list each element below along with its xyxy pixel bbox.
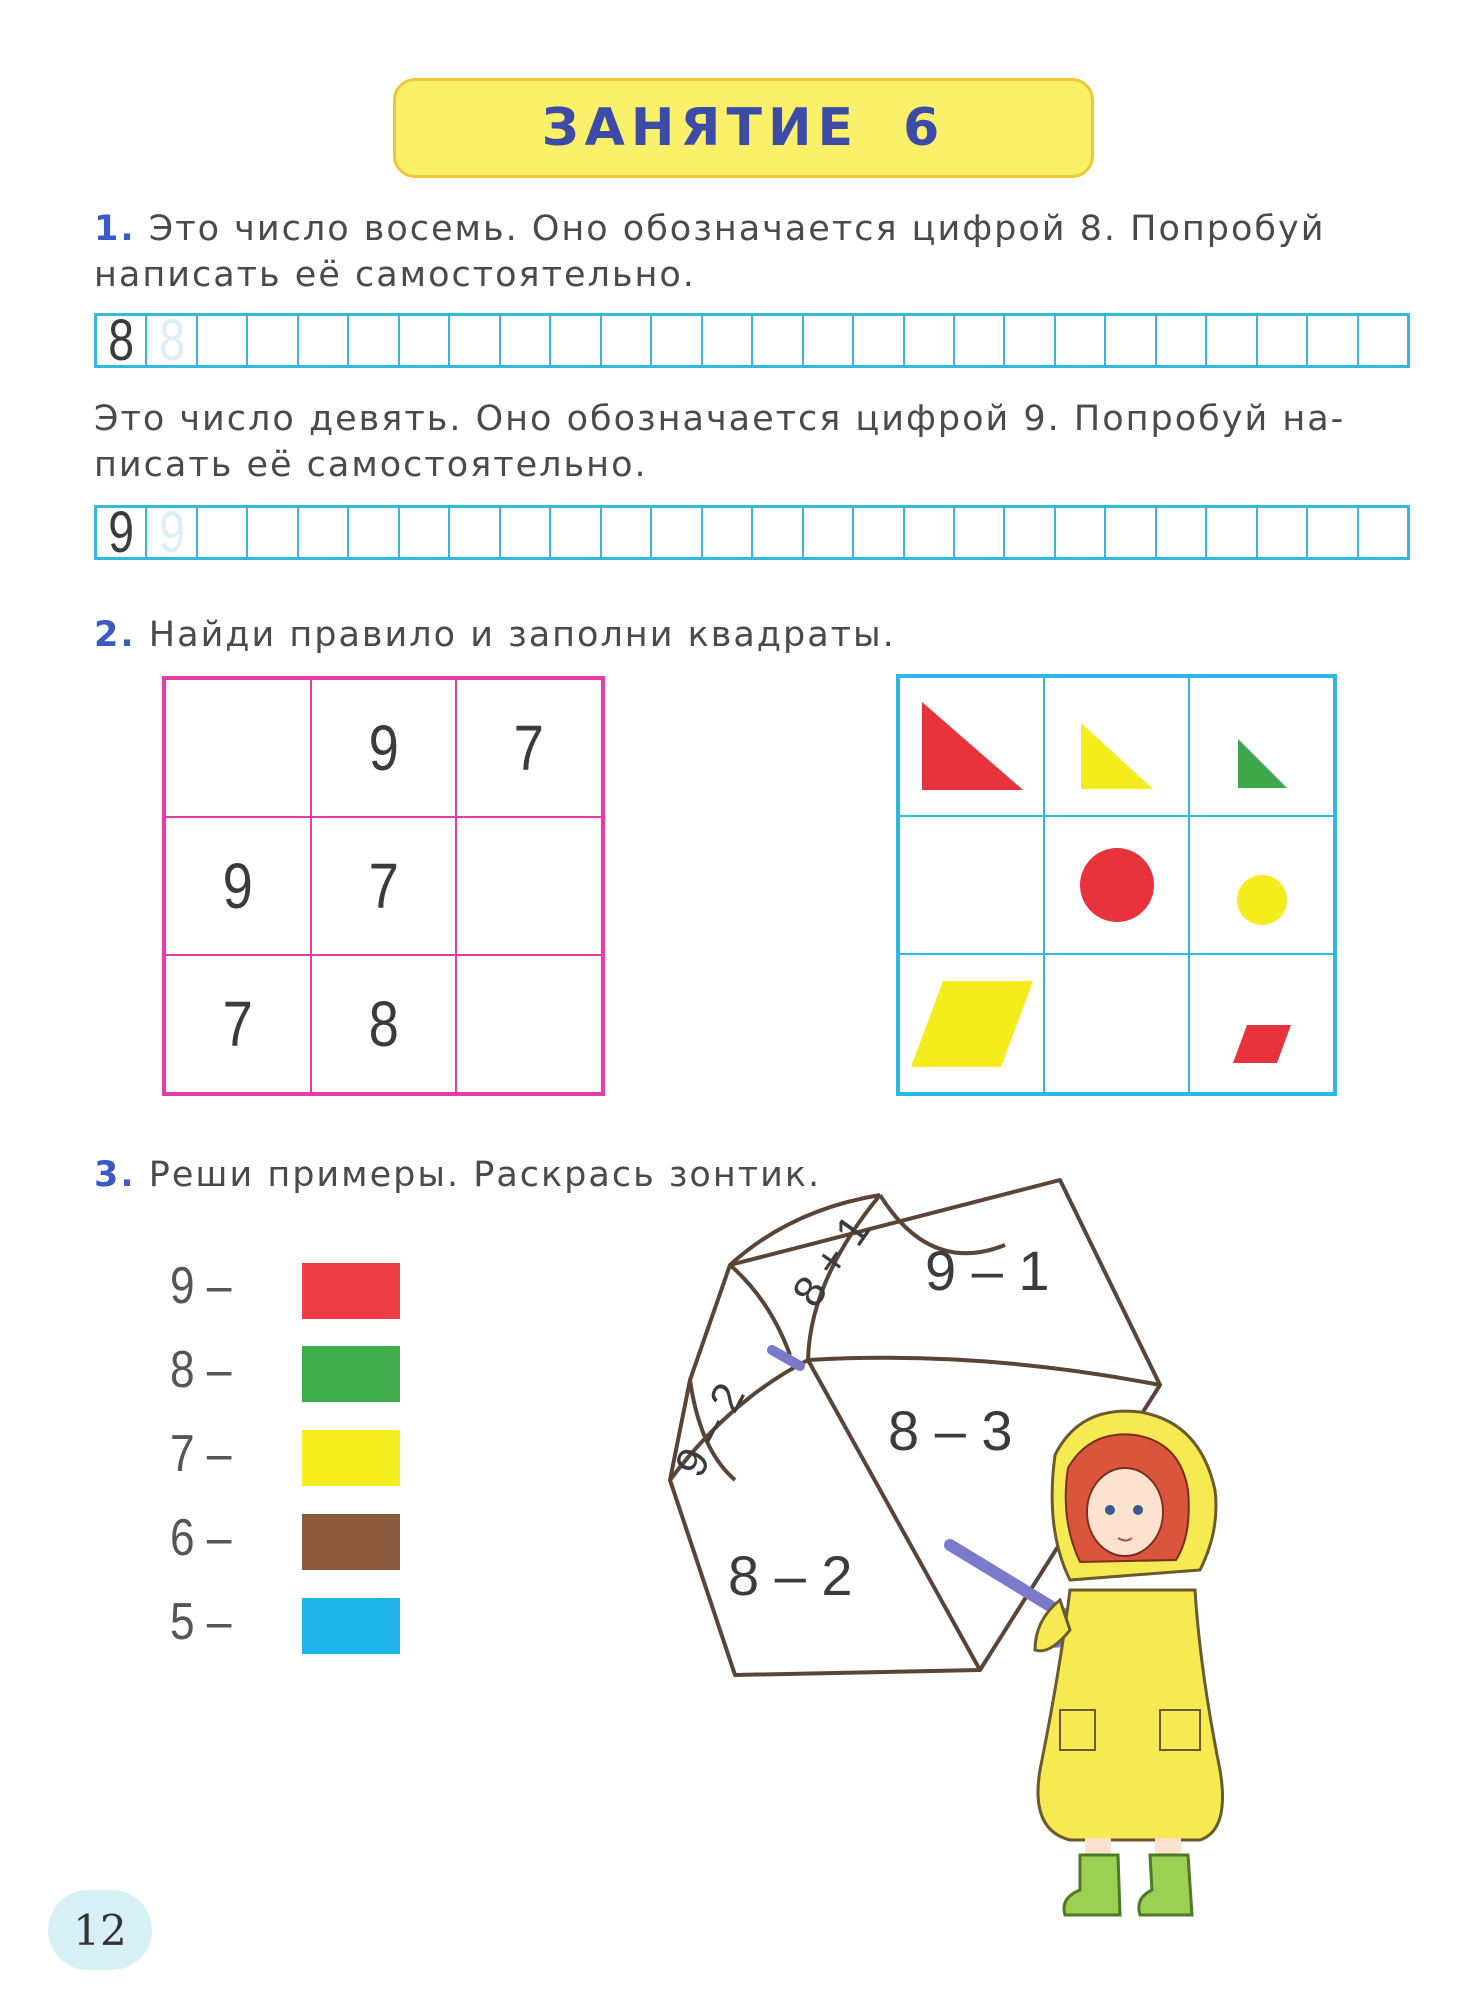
strip-cell[interactable]: [1157, 316, 1207, 365]
shape-grid-cell[interactable]: [1189, 677, 1334, 816]
legend-swatch-green[interactable]: [302, 1346, 400, 1402]
small-yellow-circle-icon: [1236, 874, 1288, 926]
task1-text-eight-line2: написать её самостоятельно.: [94, 255, 696, 295]
strip-cell[interactable]: [248, 508, 298, 557]
number-grid-cell[interactable]: [311, 817, 457, 955]
umbrella-label-8-minus-3: 8 – 3: [888, 1399, 1013, 1462]
eight-sample-digit: 8: [108, 307, 135, 373]
task1-text-eight-line1: Это число восемь. Оно обозначается цифрой 8. Попробуй: [148, 209, 1326, 249]
page-number: 12: [48, 1890, 152, 1970]
strip-cell[interactable]: [1157, 508, 1207, 557]
legend-swatch-brown[interactable]: [302, 1514, 400, 1570]
strip-cell[interactable]: [905, 508, 955, 557]
task1-text-nine-line1: Это число девять. Оно обозначается цифрой 9. Попробуй на-: [94, 399, 1346, 439]
eight-strip-cell-trace[interactable]: [147, 307, 197, 373]
grid-number: 9: [222, 850, 253, 922]
legend-swatch-yellow[interactable]: [302, 1430, 400, 1486]
strip-cell[interactable]: [1005, 508, 1055, 557]
lesson-title: ЗАНЯТИЕ 6: [541, 98, 946, 158]
strip-cell[interactable]: [1359, 508, 1407, 557]
strip-cell[interactable]: [804, 316, 854, 365]
task2-text: Найди правило и заполни квадраты.: [148, 615, 896, 655]
strip-cell[interactable]: [1056, 508, 1106, 557]
legend-label: 7 –: [170, 1425, 232, 1483]
strip-cell[interactable]: [753, 508, 803, 557]
strip-cell[interactable]: [602, 316, 652, 365]
strip-cell[interactable]: [501, 508, 551, 557]
umbrella-label-8-minus-2: 8 – 2: [728, 1544, 853, 1607]
umbrella-label-9-minus-2: 9 – 2: [665, 1375, 755, 1485]
number-grid-cell[interactable]: [165, 817, 311, 955]
strip-cell[interactable]: [299, 508, 349, 557]
legend-swatch-red[interactable]: [302, 1263, 400, 1319]
small-red-parallelogram-icon: [1231, 1023, 1293, 1065]
umbrella-label-9-minus-1: 9 – 1: [925, 1239, 1050, 1302]
shape-grid-cell[interactable]: [1189, 954, 1334, 1093]
strip-cell[interactable]: [703, 508, 753, 557]
strip-cell[interactable]: [854, 508, 904, 557]
strip-cell[interactable]: [753, 316, 803, 365]
strip-cell[interactable]: [652, 508, 702, 557]
umbrella-illustration: [640, 1150, 1280, 1930]
shape-grid-cell[interactable]: [1044, 816, 1189, 955]
task1-number: 1.: [94, 209, 136, 249]
strip-cell[interactable]: [349, 316, 399, 365]
number-grid-cell[interactable]: [311, 955, 457, 1093]
nine-sample-digit: 9: [108, 499, 135, 565]
grid-number: 7: [222, 988, 253, 1060]
shape-grid-cell[interactable]: [899, 954, 1044, 1093]
large-red-triangle-icon: [917, 698, 1027, 794]
strip-cell[interactable]: [1005, 316, 1055, 365]
strip-cell[interactable]: [400, 508, 450, 557]
strip-cell[interactable]: [198, 316, 248, 365]
strip-cell[interactable]: [551, 316, 601, 365]
strip-cell[interactable]: [349, 508, 399, 557]
eight-strip-cell-sample: [97, 307, 147, 373]
strip-cell[interactable]: [1258, 316, 1308, 365]
task3-text: Реши примеры. Раскрась зонтик.: [148, 1155, 822, 1195]
strip-cell[interactable]: [955, 508, 1005, 557]
number-grid-cell[interactable]: [456, 955, 602, 1093]
strip-cell[interactable]: [1207, 316, 1257, 365]
number-grid-cell[interactable]: [456, 817, 602, 955]
strip-cell[interactable]: [450, 316, 500, 365]
legend-label: 5 –: [170, 1593, 232, 1651]
number-grid-cell[interactable]: [456, 679, 602, 817]
legend-label: 8 –: [170, 1341, 232, 1399]
umbrella-label-8-plus-1: 8 + 1: [783, 1206, 881, 1316]
medium-yellow-triangle-icon: [1077, 719, 1157, 791]
number-grid-cell[interactable]: [165, 955, 311, 1093]
strip-cell[interactable]: [1258, 508, 1308, 557]
shape-grid: [896, 674, 1337, 1096]
legend-label: 6 –: [170, 1509, 232, 1567]
strip-cell[interactable]: [652, 316, 702, 365]
task1-paragraph-nine: [94, 396, 1404, 488]
task1-text-nine-line2: писать её самостоятельно.: [94, 445, 648, 485]
lesson-title-banner: [393, 78, 1094, 178]
legend-swatch-blue[interactable]: [302, 1598, 400, 1654]
eight-trace-digit: 8: [158, 307, 185, 373]
strip-cell[interactable]: [1207, 508, 1257, 557]
large-red-circle-icon: [1079, 847, 1155, 923]
strip-cell[interactable]: [703, 316, 753, 365]
nine-writing-strip[interactable]: [94, 499, 1410, 565]
shape-grid-cell[interactable]: [1044, 677, 1189, 816]
shape-grid-cell[interactable]: [899, 677, 1044, 816]
strip-cell[interactable]: [804, 508, 854, 557]
strip-cell[interactable]: [299, 316, 349, 365]
grid-number: 7: [514, 712, 545, 784]
nine-strip-cell-trace[interactable]: [147, 499, 197, 565]
eight-writing-strip[interactable]: [94, 307, 1410, 373]
task3-number: 3.: [94, 1155, 136, 1195]
strip-cell[interactable]: [1359, 316, 1407, 365]
strip-cell[interactable]: [248, 316, 298, 365]
shape-grid-cell[interactable]: [1189, 816, 1334, 955]
strip-cell[interactable]: [955, 316, 1005, 365]
task2-heading: [94, 612, 1404, 658]
strip-cell[interactable]: [400, 316, 450, 365]
strip-cell[interactable]: [1106, 316, 1156, 365]
nine-trace-digit: 9: [158, 499, 185, 565]
color-legend: [170, 1257, 410, 1680]
strip-cell[interactable]: [450, 508, 500, 557]
strip-cell[interactable]: [551, 508, 601, 557]
strip-cell[interactable]: [1308, 316, 1358, 365]
strip-cell[interactable]: [1056, 316, 1106, 365]
shape-grid-cell[interactable]: [899, 816, 1044, 955]
number-grid-cell[interactable]: [165, 679, 311, 817]
grid-number: 8: [368, 988, 399, 1060]
strip-cell[interactable]: [501, 316, 551, 365]
strip-cell[interactable]: [1106, 508, 1156, 557]
strip-cell[interactable]: [198, 508, 248, 557]
strip-cell[interactable]: [905, 316, 955, 365]
small-green-triangle-icon: [1235, 736, 1289, 790]
task1-paragraph-eight: [94, 206, 1404, 298]
strip-cell[interactable]: [854, 316, 904, 365]
task2-number: 2.: [94, 615, 136, 655]
large-yellow-parallelogram-icon: [909, 979, 1035, 1069]
number-grid: [162, 676, 605, 1096]
strip-cell[interactable]: [602, 508, 652, 557]
number-grid-cell[interactable]: [311, 679, 457, 817]
task1-line1: [94, 206, 1404, 252]
grid-number: 9: [368, 712, 399, 784]
grid-number: 7: [368, 850, 399, 922]
strip-cell[interactable]: [1308, 508, 1358, 557]
nine-strip-cell-sample: [97, 499, 147, 565]
legend-label: 9 –: [170, 1257, 232, 1315]
shape-grid-cell[interactable]: [1044, 954, 1189, 1093]
